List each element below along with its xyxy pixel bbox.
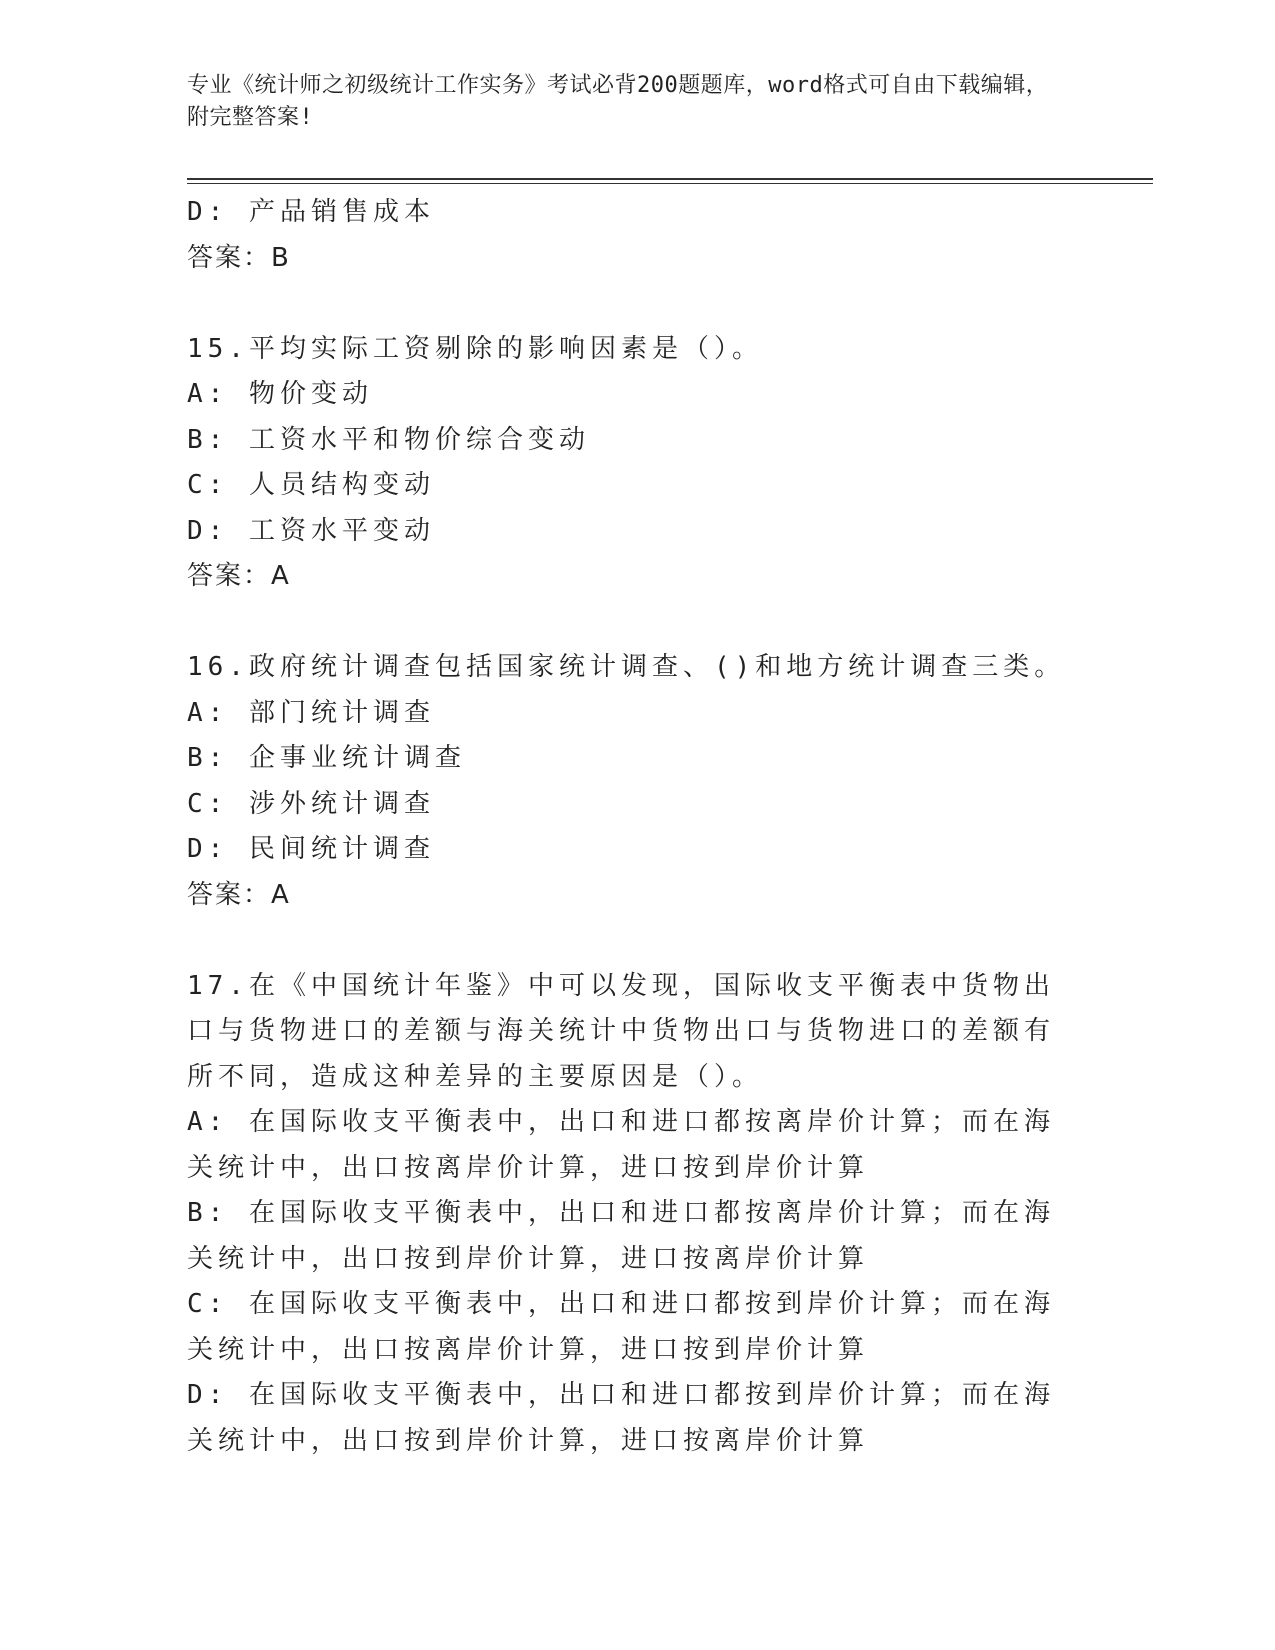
document-page [187,70,1077,134]
question-list [187,190,1077,1464]
option-b: B: 企事业统计调查 [187,743,466,773]
question-stem: 16.政府统计调查包括国家统计调查、()和地方统计调查三类。 [187,652,1066,682]
spacer [187,918,1077,964]
option-c: C: 涉外统计调查 [187,788,435,819]
spacer [187,600,1077,646]
option-c: C: 在国际收支平衡表中，出口和进口都按到岸价计算；而在海关统计中，出口按离岸价计算，进口按到岸价计算 [187,1289,1055,1365]
divider-thick-line [187,178,1153,180]
divider-thin-line [187,183,1153,184]
question-stem: 17.在《中国统计年鉴》中可以发现，国际收支平衡表中货物出口与货物进口的差额与海关统计中货物出口与货物进口的差额有所不同，造成这种差异的主要原因是（）。 [187,970,1056,1092]
document-header: 专业《统计师之初级统计工作实务》考试必背200题题库，word格式可自由下载编辑，附完整答案! [187,73,1049,130]
option-d: D: 工资水平变动 [187,515,435,546]
option-a: A: 物价变动 [187,379,373,409]
option-d: D: 在国际收支平衡表中，出口和进口都按到岸价计算；而在海关统计中，出口按到岸价计算，进口按离岸价计算 [187,1380,1055,1456]
question-block-15 [187,327,1077,600]
option-d: D: 产品销售成本 [187,197,435,227]
option-a: A: 部门统计调查 [187,697,435,728]
question-stem: 15.平均实际工资剔除的影响因素是（）。 [187,333,763,364]
spacer [187,281,1077,327]
header-divider [187,178,1153,184]
question-block-16 [187,645,1077,918]
question-block-17 [187,964,1077,1465]
answer-label: 答案：B [187,242,291,273]
question-block-14 [187,190,1077,281]
answer-label: 答案：A [187,879,291,910]
answer-label: 答案：A [187,561,291,591]
option-c: C: 人员结构变动 [187,470,435,500]
option-b: B: 在国际收支平衡表中，出口和进口都按离岸价计算；而在海关统计中，出口按到岸价计算，进口按离岸价计算 [187,1198,1055,1274]
option-d: D: 民间统计调查 [187,834,435,864]
option-a: A: 在国际收支平衡表中，出口和进口都按离岸价计算；而在海关统计中，出口按离岸价计算，进口按到岸价计算 [187,1107,1055,1183]
option-b: B: 工资水平和物价综合变动 [187,424,590,455]
